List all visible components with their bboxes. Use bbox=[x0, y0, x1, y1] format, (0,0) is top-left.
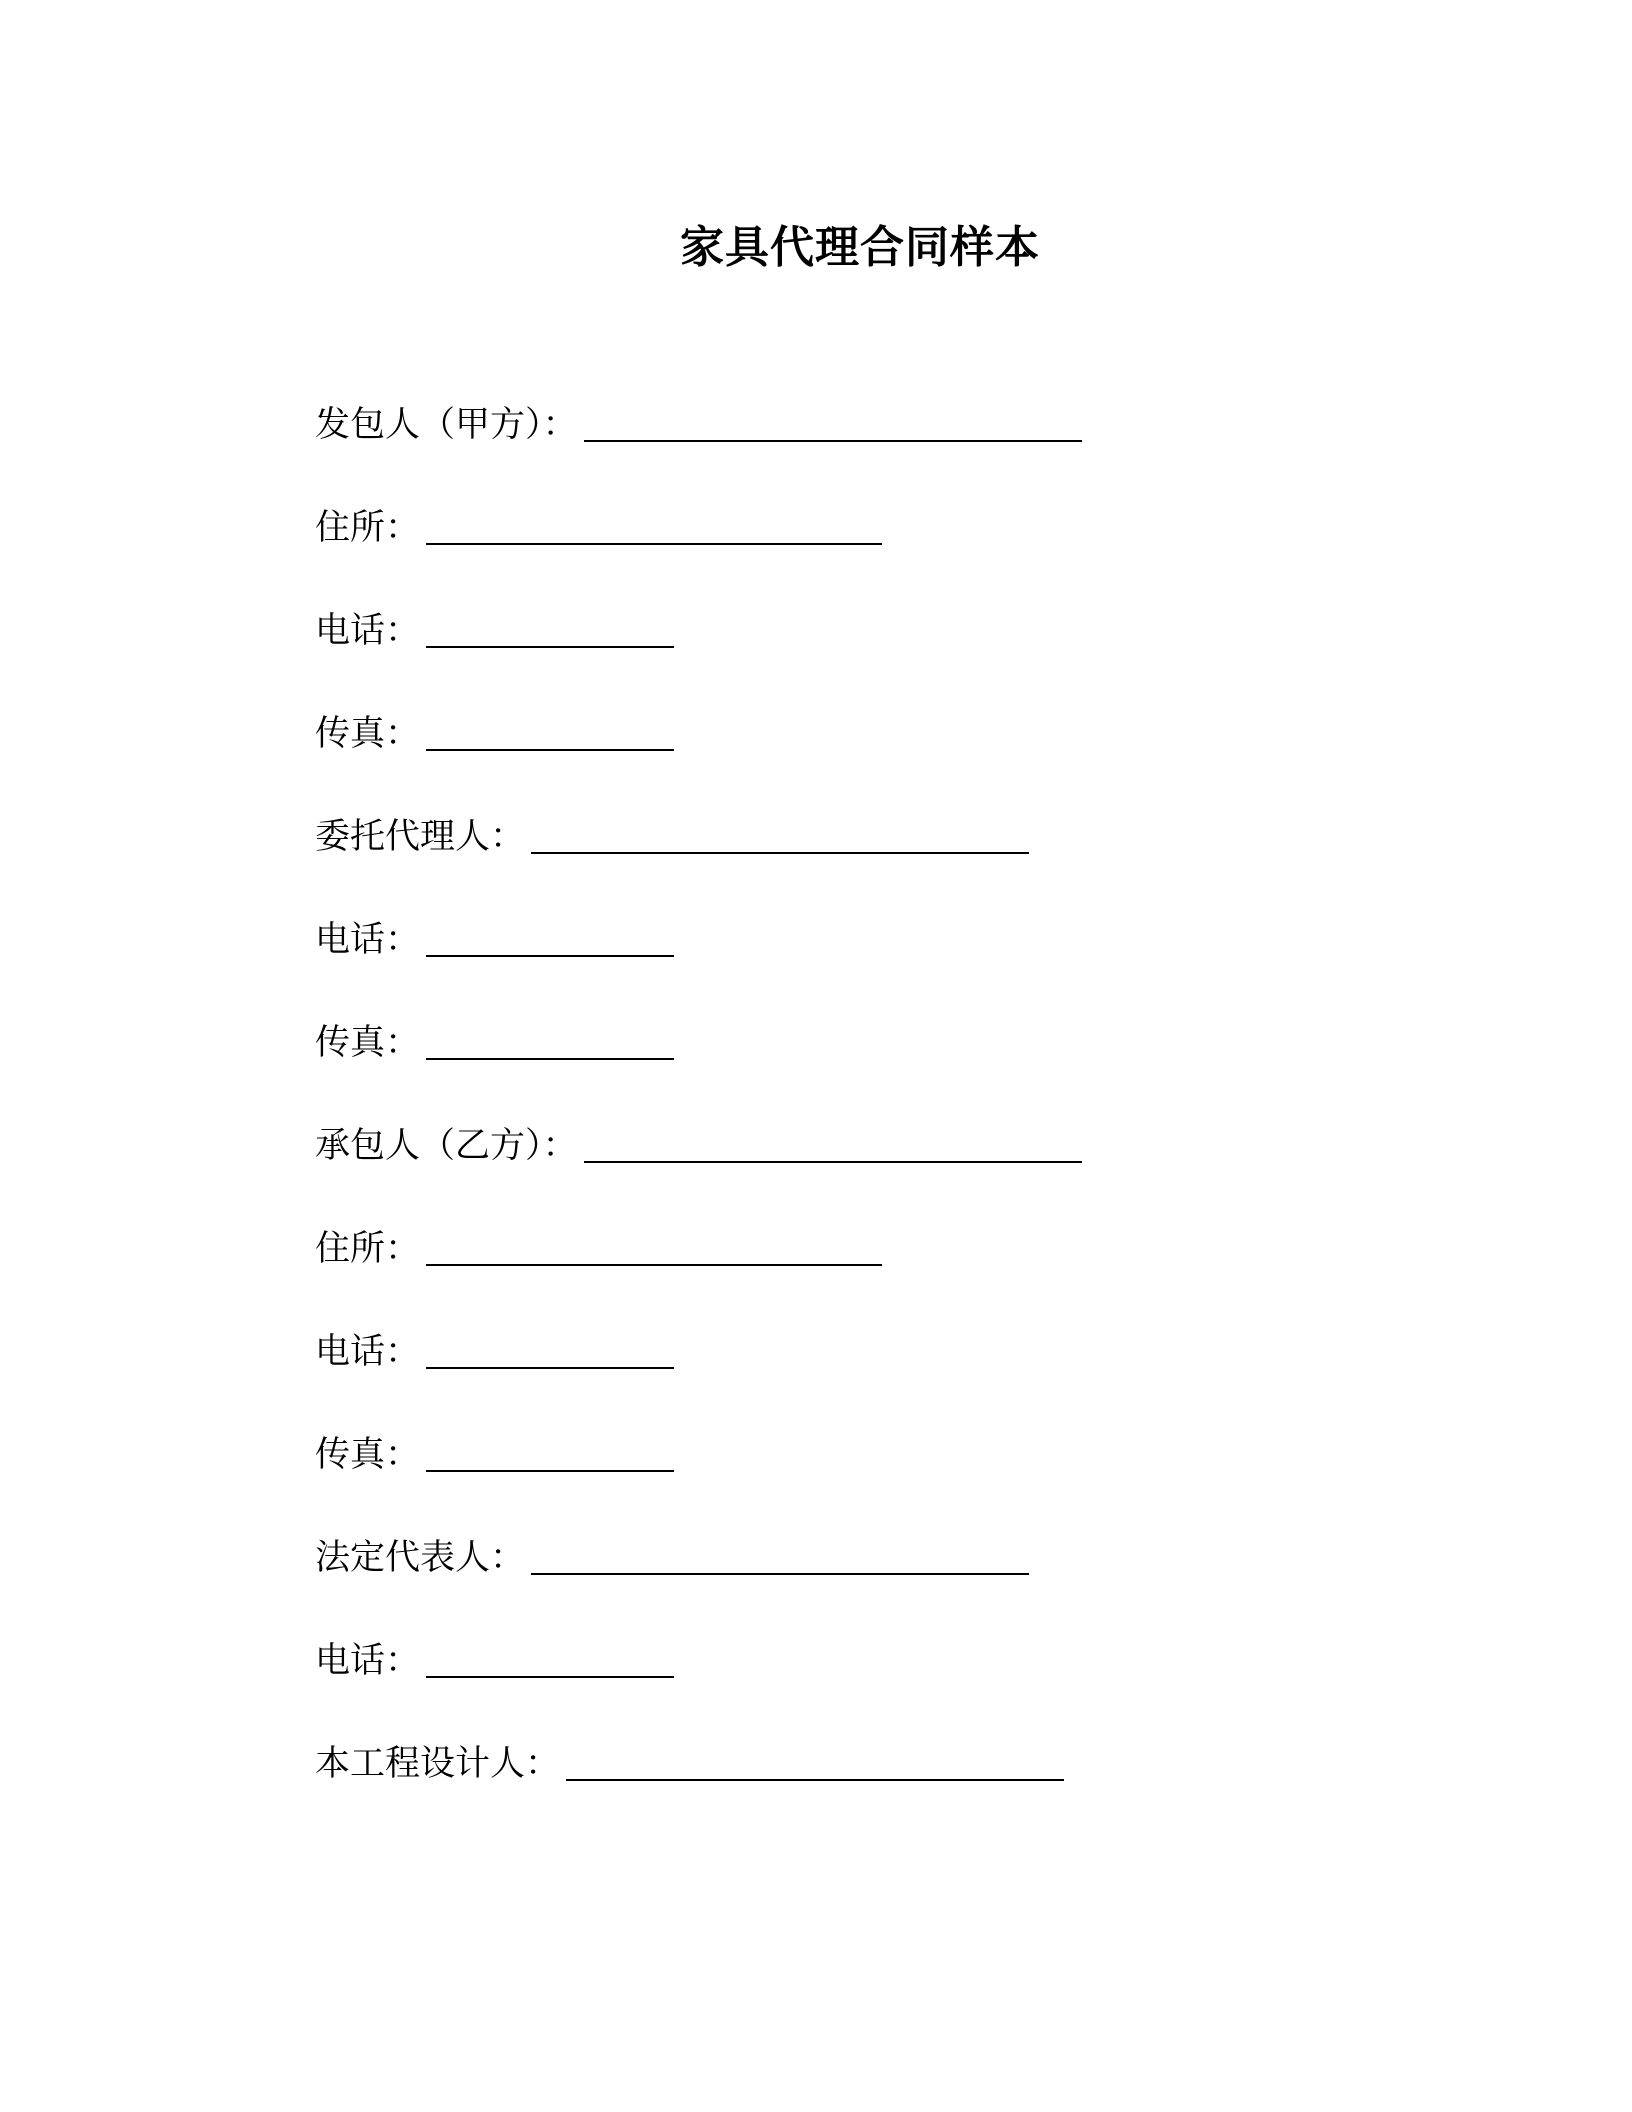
party-info-form bbox=[315, 400, 1515, 1842]
agent-fax-blank[interactable] bbox=[426, 1018, 674, 1060]
contractor-address-blank[interactable] bbox=[426, 1224, 882, 1266]
employer-phone-label: 电话： bbox=[315, 611, 421, 651]
contractor-address-label: 住所： bbox=[315, 1229, 421, 1269]
contractor-label: 承包人（乙方）： bbox=[315, 1126, 578, 1166]
agent-blank[interactable] bbox=[531, 812, 1029, 854]
legal-representative-phone-label: 电话： bbox=[315, 1641, 421, 1681]
legal-representative-phone-blank[interactable] bbox=[426, 1636, 674, 1678]
legal-representative-phone-field bbox=[315, 1636, 1515, 1739]
contractor-address-field bbox=[315, 1224, 1515, 1327]
contractor-field bbox=[315, 1121, 1515, 1224]
employer-blank[interactable] bbox=[584, 400, 1082, 442]
employer-address-blank[interactable] bbox=[426, 503, 882, 545]
agent-label: 委托代理人： bbox=[315, 817, 526, 857]
contractor-fax-label: 传真： bbox=[315, 1435, 421, 1475]
employer-phone-field bbox=[315, 606, 1515, 709]
legal-representative-label: 法定代表人： bbox=[315, 1538, 526, 1578]
contractor-phone-label: 电话： bbox=[315, 1332, 421, 1372]
project-designer-blank[interactable] bbox=[566, 1739, 1064, 1781]
employer-address-field bbox=[315, 503, 1515, 606]
agent-phone-blank[interactable] bbox=[426, 915, 674, 957]
employer-fax-blank[interactable] bbox=[426, 709, 674, 751]
employer-fax-field bbox=[315, 709, 1515, 812]
contractor-fax-blank[interactable] bbox=[426, 1430, 674, 1472]
legal-representative-blank[interactable] bbox=[531, 1533, 1029, 1575]
agent-fax-label: 传真： bbox=[315, 1023, 421, 1063]
project-designer-field bbox=[315, 1739, 1515, 1842]
legal-representative-field bbox=[315, 1533, 1515, 1636]
employer-field bbox=[315, 400, 1515, 503]
contractor-blank[interactable] bbox=[584, 1121, 1082, 1163]
contractor-phone-field bbox=[315, 1327, 1515, 1430]
agent-fax-field bbox=[315, 1018, 1515, 1121]
employer-label: 发包人（甲方）： bbox=[315, 405, 578, 445]
agent-field bbox=[315, 812, 1515, 915]
employer-address-label: 住所： bbox=[315, 508, 421, 548]
project-designer-label: 本工程设计人： bbox=[315, 1744, 561, 1784]
employer-phone-blank[interactable] bbox=[426, 606, 674, 648]
agent-phone-label: 电话： bbox=[315, 920, 421, 960]
document-title: 家具代理合同样本 bbox=[680, 222, 1040, 273]
contractor-phone-blank[interactable] bbox=[426, 1327, 674, 1369]
employer-fax-label: 传真： bbox=[315, 714, 421, 754]
contractor-fax-field bbox=[315, 1430, 1515, 1533]
agent-phone-field bbox=[315, 915, 1515, 1018]
